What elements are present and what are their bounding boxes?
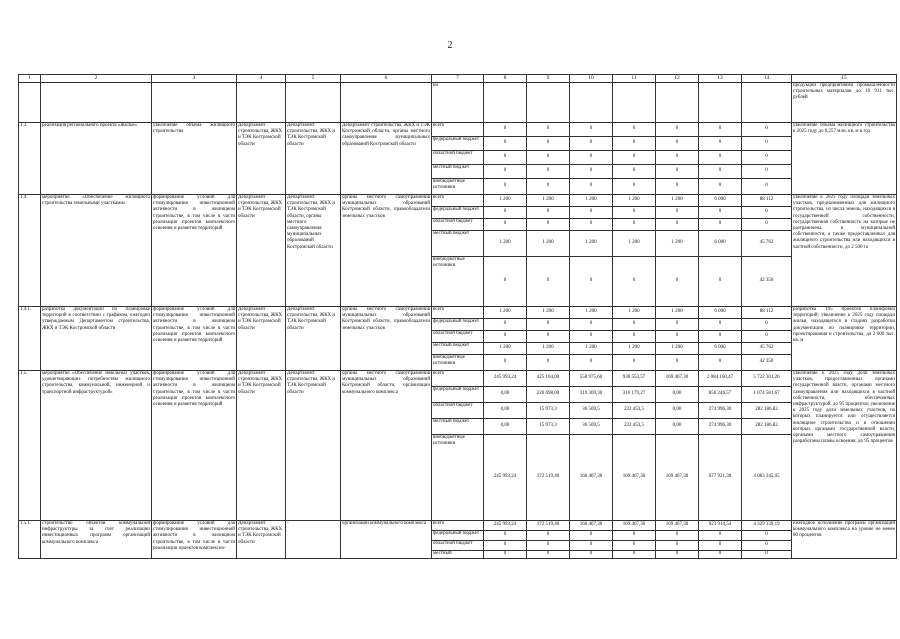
amount-cell: 558 975,60 (570, 371, 613, 387)
amount-cell: 282 186,82 (742, 403, 792, 419)
amount-cell: 88 112 (742, 195, 792, 207)
amount-cell: 1 200 (484, 343, 527, 355)
executor-cell: органы местного самоуправления муниципальных образований Костромской области, организации коммунального комплекса (341, 371, 432, 521)
amount-cell: 6 000 (699, 231, 742, 257)
amount-cell: 1 200 (570, 307, 613, 319)
funding-source-cell: областной бюджет (432, 219, 484, 231)
funding-source-cell: местный бюджет (432, 165, 484, 179)
amount-cell: 6 000 (699, 307, 742, 319)
result-cell: разработка 195 проектов планировки территорий; увеличение к 2025 году площади жилья, находящегося в стадиях разработки документации по планировке территории, проектирования и строительства, до 2 000 тыс. кв. м (792, 307, 897, 371)
amount-cell: 0 (699, 257, 742, 307)
amount-cell: 0,00 (656, 387, 699, 403)
amount-cell: 1 200 (656, 231, 699, 257)
amount-cell: 0 (484, 257, 527, 307)
amount-cell: 1 200 (570, 195, 613, 207)
result-cell: увеличение к 2025 году доли земельных участков, предоставленных органами государственной власти, органами местного самоуправления или находящихся в частной собственности, обеспеченных инфраструктурой, до 95 процентов; увеличение к 2025 году доли земельных участков, на которых планируется или осуществляется жилищное строительство и в отношении которых органами государственной власти, органами местного самоуправления разработаны планы освоения, до 95 процентов (792, 371, 897, 521)
goal-cell: увеличение объема жилищного строительства (152, 123, 237, 195)
amount-cell: 0 (742, 541, 792, 551)
amount-cell: 0 (613, 551, 656, 559)
funding-source-cell: всего (432, 521, 484, 531)
amount-cell: 4 083 345,95 (742, 435, 792, 521)
header-cell: 1 (19, 75, 41, 83)
amount-cell: 169 467,30 (613, 521, 656, 531)
cell-empty (527, 83, 570, 123)
cell-empty (484, 83, 527, 123)
amount-cell: 15 973,3 (527, 419, 570, 435)
goal-cell: формирование условий для стимулирования инвестиционной активности в жилищном строительстве, в том числе в части реализации проектов комплексного освоения и развития территорий (152, 195, 237, 307)
amount-cell: 0 (742, 165, 792, 179)
amount-cell: 0 (570, 179, 613, 195)
amount-cell: 1 200 (656, 307, 699, 319)
table-row (19, 521, 897, 531)
row-number-cell: 1.4. (19, 195, 41, 307)
amount-cell: 0 (484, 179, 527, 195)
header-cell: 6 (341, 75, 432, 83)
coordinator-cell: Департамент строительства, ЖКХ и ТЭК Костромской области (237, 521, 286, 559)
amount-cell: 0 (527, 355, 570, 371)
funding-source-cell: внебюджетные источники (432, 355, 484, 371)
amount-cell: 245 993,24 (484, 435, 527, 521)
amount-cell: 0,00 (484, 403, 527, 419)
amount-cell: 0 (613, 137, 656, 151)
funding-source-cell: областной бюджет (432, 541, 484, 551)
goal-cell: формирование условий для стимулирования инвестиционной активности в жилищном строительстве, в том числе в части реализации проектов комплексного освоения и развития территорий (152, 307, 237, 371)
funding-source-cell: местный бюджет (432, 231, 484, 257)
funding-source-cell: областной бюджет (432, 151, 484, 165)
cell-empty (286, 83, 341, 123)
amount-cell: 245 993,24 (484, 371, 527, 387)
funding-source-cell: всего (432, 123, 484, 137)
amount-cell: 0 (484, 137, 527, 151)
amount-cell: 0 (699, 319, 742, 331)
cell-empty (152, 83, 237, 123)
source-cell: ки (432, 83, 484, 123)
amount-cell: 274 996,30 (699, 419, 742, 435)
amount-cell: 42 350 (742, 257, 792, 307)
amount-cell: 0 (484, 165, 527, 179)
funding-source-cell: местный бюджет (432, 419, 484, 435)
executor-cell: органы местного самоуправления муниципальных образований Костромской области, правообладатели земельных участков (341, 195, 432, 307)
table-row (19, 195, 897, 207)
amount-cell: 245 993,24 (484, 521, 527, 531)
header-cell: 15 (792, 75, 897, 83)
funding-source-cell: внебюджетные источники (432, 435, 484, 521)
amount-cell: 0 (527, 331, 570, 343)
coordinator-cell: Департамент строительства, ЖКХ и ТЭК Костромской области (237, 195, 286, 307)
table-row (19, 307, 897, 319)
cell-empty (341, 83, 432, 123)
amount-cell: 0 (484, 151, 527, 165)
name-cell: реализация регионального проекта «Жилье» (41, 123, 152, 195)
amount-cell: 1 200 (570, 231, 613, 257)
executor-cell: органы местного самоуправления муниципальных образований Костромской области, правообладатели земельных участков (341, 307, 432, 371)
coordinator-cell: Департамент строительства, ЖКХ и ТЭК Костромской области (237, 371, 286, 521)
result-cell: увеличение к 2025 году площади земельных участков, предназначенных для жилищного строительства, из числа земель, находящихся в государственной собственности, государственная собственность на которые не разграничена, в муниципальной собственности, а также предоставленных для жилищного строительства или находящихся в частной собственности, до 2 500 га (792, 195, 897, 307)
amount-cell: 0 (699, 207, 742, 219)
amount-cell: 1 200 (570, 343, 613, 355)
amount-cell: 425 164,00 (527, 371, 570, 387)
amount-cell: 6 000 (699, 343, 742, 355)
amount-cell: 0 (742, 219, 792, 231)
amount-cell: 169 467,30 (656, 435, 699, 521)
amount-cell: 0 (699, 331, 742, 343)
goal-cell: формирование условий для стимулирования инвестиционной активности в жилищном строительстве, в том числе в части реализации проектов комплексного освоения и развития территорий (152, 371, 237, 521)
row-number-cell: 1.3. (19, 123, 41, 195)
amount-cell: 1 200 (656, 343, 699, 355)
amount-cell: 1 074 581,67 (742, 387, 792, 403)
amount-cell: 0 (484, 219, 527, 231)
cell-empty (237, 83, 286, 123)
amount-cell: 0 (527, 219, 570, 231)
name-cell: разработка документации по планировке территорий в соответствии с графиком, ежегодно утверждаемым Департаментом строительства, ЖКХ и ТЭК Костромской области (41, 307, 152, 371)
amount-cell: 274 996,30 (699, 403, 742, 419)
amount-cell: 0 (527, 207, 570, 219)
amount-cell: 4 329 339,19 (742, 521, 792, 531)
amount-cell: 0 (699, 137, 742, 151)
amount-cell: 0 (527, 531, 570, 541)
amount-cell: 220 698,00 (527, 387, 570, 403)
amount-cell: 0 (570, 165, 613, 179)
funding-source-cell: федеральный бюджет (432, 207, 484, 219)
amount-cell: 0 (527, 165, 570, 179)
amount-cell: 0 (484, 355, 527, 371)
amount-cell: 0 (742, 531, 792, 541)
amount-cell: 0 (656, 551, 699, 559)
amount-cell: 2 084 160,47 (699, 371, 742, 387)
amount-cell: 0 (742, 331, 792, 343)
program-table (18, 74, 897, 559)
amount-cell: 0 (527, 319, 570, 331)
header-cell: 7 (432, 75, 484, 83)
amount-cell: 0 (570, 151, 613, 165)
amount-cell: 45 762 (742, 231, 792, 257)
header-cell: 4 (237, 75, 286, 83)
amount-cell: 6 000 (699, 195, 742, 207)
header-cell: 3 (152, 75, 237, 83)
amount-cell: 0 (742, 123, 792, 137)
amount-cell: 0 (699, 179, 742, 195)
amount-cell: 0 (484, 531, 527, 541)
amount-cell: 0 (656, 219, 699, 231)
amount-cell: 0 (570, 123, 613, 137)
amount-cell: 0 (613, 355, 656, 371)
amount-cell: 0 (570, 207, 613, 219)
amount-cell: 282 186,82 (742, 419, 792, 435)
amount-cell: 169 467,30 (613, 435, 656, 521)
header-cell: 9 (527, 75, 570, 83)
coordinator-cell: Департамент строительства, ЖКХ и ТЭК Костромской области (237, 123, 286, 195)
amount-cell: 0 (699, 355, 742, 371)
responsible-cell: - (286, 521, 341, 559)
amount-cell: 0 (570, 551, 613, 559)
amount-cell: 0 (656, 179, 699, 195)
responsible-cell: Департамент строительства, ЖКХ и ТЭК Костромской области (286, 123, 341, 195)
responsible-cell: Департамент строительства, ЖКХ и ТЭК Костромской области (286, 371, 341, 521)
amount-cell: 0 (613, 123, 656, 137)
amount-cell: 0 (527, 123, 570, 137)
amount-cell: 0 (570, 331, 613, 343)
amount-cell: 319 369,30 (570, 387, 613, 403)
amount-cell: 1 200 (527, 195, 570, 207)
amount-cell: 1 200 (527, 231, 570, 257)
amount-cell: 0 (613, 257, 656, 307)
amount-cell: 0 (613, 207, 656, 219)
amount-cell: 172 519,40 (527, 435, 570, 521)
amount-cell: 172 519,40 (527, 521, 570, 531)
amount-cell: 0 (527, 257, 570, 307)
amount-cell: 1 200 (484, 307, 527, 319)
page-number: 2 (447, 40, 453, 51)
amount-cell: 1 200 (613, 195, 656, 207)
result-cell: продукции предприятиями промышленности строительных материалов до 10 911 тыс. рублей (792, 83, 897, 123)
amount-cell: 0 (484, 319, 527, 331)
amount-cell: 0 (656, 257, 699, 307)
table-row (19, 371, 897, 387)
amount-cell: 0 (570, 541, 613, 551)
amount-cell: 45 762 (742, 343, 792, 355)
funding-source-cell: внебюджетные источники (432, 179, 484, 195)
header-cell: 13 (699, 75, 742, 83)
amount-cell: 930 553,57 (613, 371, 656, 387)
amount-cell: 0 (742, 207, 792, 219)
amount-cell: 0 (699, 219, 742, 231)
amount-cell: 0 (527, 541, 570, 551)
amount-cell: 0 (527, 551, 570, 559)
amount-cell: 0 (484, 123, 527, 137)
executor-cell: организации коммунального комплекса (341, 521, 432, 559)
responsible-cell: Департамент строительства, ЖКХ и ТЭК Костромской области (286, 307, 341, 371)
amount-cell: 0 (699, 531, 742, 541)
funding-source-cell: всего (432, 307, 484, 319)
table-row (19, 123, 897, 137)
cell-empty (19, 83, 41, 123)
amount-cell: 0 (484, 541, 527, 551)
amount-cell: 0 (656, 541, 699, 551)
name-cell: мероприятие «Обеспечение земельных участков, удовлетворяющих потребностям жилищного строительства, коммунальной, инженерной и транспортной инфраструктурой» (41, 371, 152, 521)
amount-cell: 0,00 (484, 419, 527, 435)
amount-cell: 0 (699, 551, 742, 559)
page-footer (0, 630, 900, 639)
funding-source-cell: областной бюджет (432, 331, 484, 343)
amount-cell: 0 (656, 331, 699, 343)
amount-cell: 0 (527, 151, 570, 165)
amount-cell: 0 (613, 219, 656, 231)
amount-cell: 0 (570, 257, 613, 307)
amount-cell: 0 (656, 137, 699, 151)
header-cell: 8 (484, 75, 527, 83)
cell-empty (699, 83, 742, 123)
amount-cell: 923 914,54 (699, 521, 742, 531)
amount-cell: 0 (656, 207, 699, 219)
header-cell: 14 (742, 75, 792, 83)
amount-cell: 1 200 (527, 343, 570, 355)
amount-cell: 0 (613, 151, 656, 165)
amount-cell: 0 (570, 355, 613, 371)
amount-cell: 0 (699, 151, 742, 165)
amount-cell: 856 246,57 (699, 387, 742, 403)
amount-cell: 0 (527, 179, 570, 195)
amount-cell: 0,00 (656, 403, 699, 419)
amount-cell: 0 (570, 219, 613, 231)
header-cell: 12 (656, 75, 699, 83)
funding-source-cell: федеральный бюджет (432, 319, 484, 331)
amount-cell: 1 200 (527, 307, 570, 319)
amount-cell: 0 (613, 331, 656, 343)
amount-cell: 222 453,5 (613, 403, 656, 419)
amount-cell: 1 200 (613, 231, 656, 257)
amount-cell: 0,00 (484, 387, 527, 403)
funding-source-cell: областной бюджет (432, 403, 484, 419)
amount-cell: 88 112 (742, 307, 792, 319)
amount-cell: 677 921,30 (699, 435, 742, 521)
amount-cell: 1 200 (613, 307, 656, 319)
amount-cell: 1 200 (613, 343, 656, 355)
amount-cell: 0 (656, 531, 699, 541)
cell-empty (613, 83, 656, 123)
responsible-cell: Департамент строительства, ЖКХ и ТЭК Костромской области, органы местного самоуправления муниципальных образований Костромской области (286, 195, 341, 307)
amount-cell: 169 467,30 (656, 521, 699, 531)
cell-empty (656, 83, 699, 123)
amount-cell: 0,00 (656, 419, 699, 435)
amount-cell: 0 (613, 179, 656, 195)
result-cell: увеличение объема жилищного строительства к 2025 году до 0,257 млн. кв. м в год (792, 123, 897, 195)
amount-cell: 0 (742, 137, 792, 151)
amount-cell: 222 453,5 (613, 419, 656, 435)
funding-source-cell: местный (432, 551, 484, 559)
amount-cell: 36 569,5 (570, 403, 613, 419)
row-number-cell: 1.5.1. (19, 521, 41, 559)
amount-cell: 0 (613, 531, 656, 541)
funding-source-cell: всего (432, 195, 484, 207)
amount-cell: 166 467,30 (570, 435, 613, 521)
table-row-continuation (19, 83, 897, 123)
header-cell: 10 (570, 75, 613, 83)
cell-empty (742, 83, 792, 123)
amount-cell: 36 569,5 (570, 419, 613, 435)
amount-cell: 0 (613, 165, 656, 179)
header-cell: 5 (286, 75, 341, 83)
amount-cell: 0 (484, 331, 527, 343)
amount-cell: 0 (742, 319, 792, 331)
row-number-cell: 1.4.1. (19, 307, 41, 371)
coordinator-cell: Департамент строительства, ЖКХ и ТЭК Костромской области (237, 307, 286, 371)
amount-cell: 0 (699, 165, 742, 179)
amount-cell: 0 (656, 319, 699, 331)
amount-cell: 15 973,3 (527, 403, 570, 419)
amount-cell: 0 (484, 207, 527, 219)
header-cell: 2 (41, 75, 152, 83)
amount-cell: 42 350 (742, 355, 792, 371)
funding-source-cell: федеральный бюджет (432, 387, 484, 403)
goal-cell: формирование условий для стимулирования инвестиционной активности в жилищном строительстве, в том числе в части реализации проектов комплексно- (152, 521, 237, 559)
amount-cell: 1 200 (484, 231, 527, 257)
amount-cell: 166 467,30 (570, 521, 613, 531)
funding-source-cell: федеральный бюджет (432, 137, 484, 151)
header-cell: 11 (613, 75, 656, 83)
row-number-cell: 1.5. (19, 371, 41, 521)
executor-cell: Департамент строительства, ЖКХ и ТЭК Костромской области, органы местного самоуправления муниципальных образований Костромской области (341, 123, 432, 195)
funding-source-cell: федеральный бюджет (432, 531, 484, 541)
cell-empty (570, 83, 613, 123)
amount-cell: 0 (742, 179, 792, 195)
funding-source-cell: внебюджетные источники (432, 257, 484, 307)
amount-cell: 0 (656, 123, 699, 137)
amount-cell: 0 (699, 123, 742, 137)
amount-cell: 0 (699, 541, 742, 551)
amount-cell: 0 (742, 551, 792, 559)
funding-source-cell: местный бюджет (432, 343, 484, 355)
cell-empty (41, 83, 152, 123)
name-cell: строительство объектов коммунальной инфраструктуры за счет реализации инвестиционных программ организаций коммунального комплекса (41, 521, 152, 559)
amount-cell: 1 200 (656, 195, 699, 207)
amount-cell: 0 (656, 355, 699, 371)
amount-cell: 0 (656, 165, 699, 179)
amount-cell: 5 722 301,26 (742, 371, 792, 387)
result-cell: ежегодное исполнение программ организаций коммунального комплекса на уровне не менее 80 процентов (792, 521, 897, 559)
amount-cell: 0 (656, 151, 699, 165)
funding-source-cell: всего (432, 371, 484, 387)
header-row (19, 75, 897, 83)
amount-cell: 0 (484, 551, 527, 559)
amount-cell: 0 (527, 137, 570, 151)
amount-cell: 0 (613, 319, 656, 331)
amount-cell: 316 179,27 (613, 387, 656, 403)
amount-cell: 169 467,30 (656, 371, 699, 387)
amount-cell: 0 (570, 319, 613, 331)
amount-cell: 0 (570, 531, 613, 541)
amount-cell: 0 (570, 137, 613, 151)
amount-cell: 0 (742, 151, 792, 165)
amount-cell: 0 (613, 541, 656, 551)
name-cell: мероприятие «Обеспечение жилищного строительства земельными участками» (41, 195, 152, 307)
amount-cell: 1 200 (484, 195, 527, 207)
